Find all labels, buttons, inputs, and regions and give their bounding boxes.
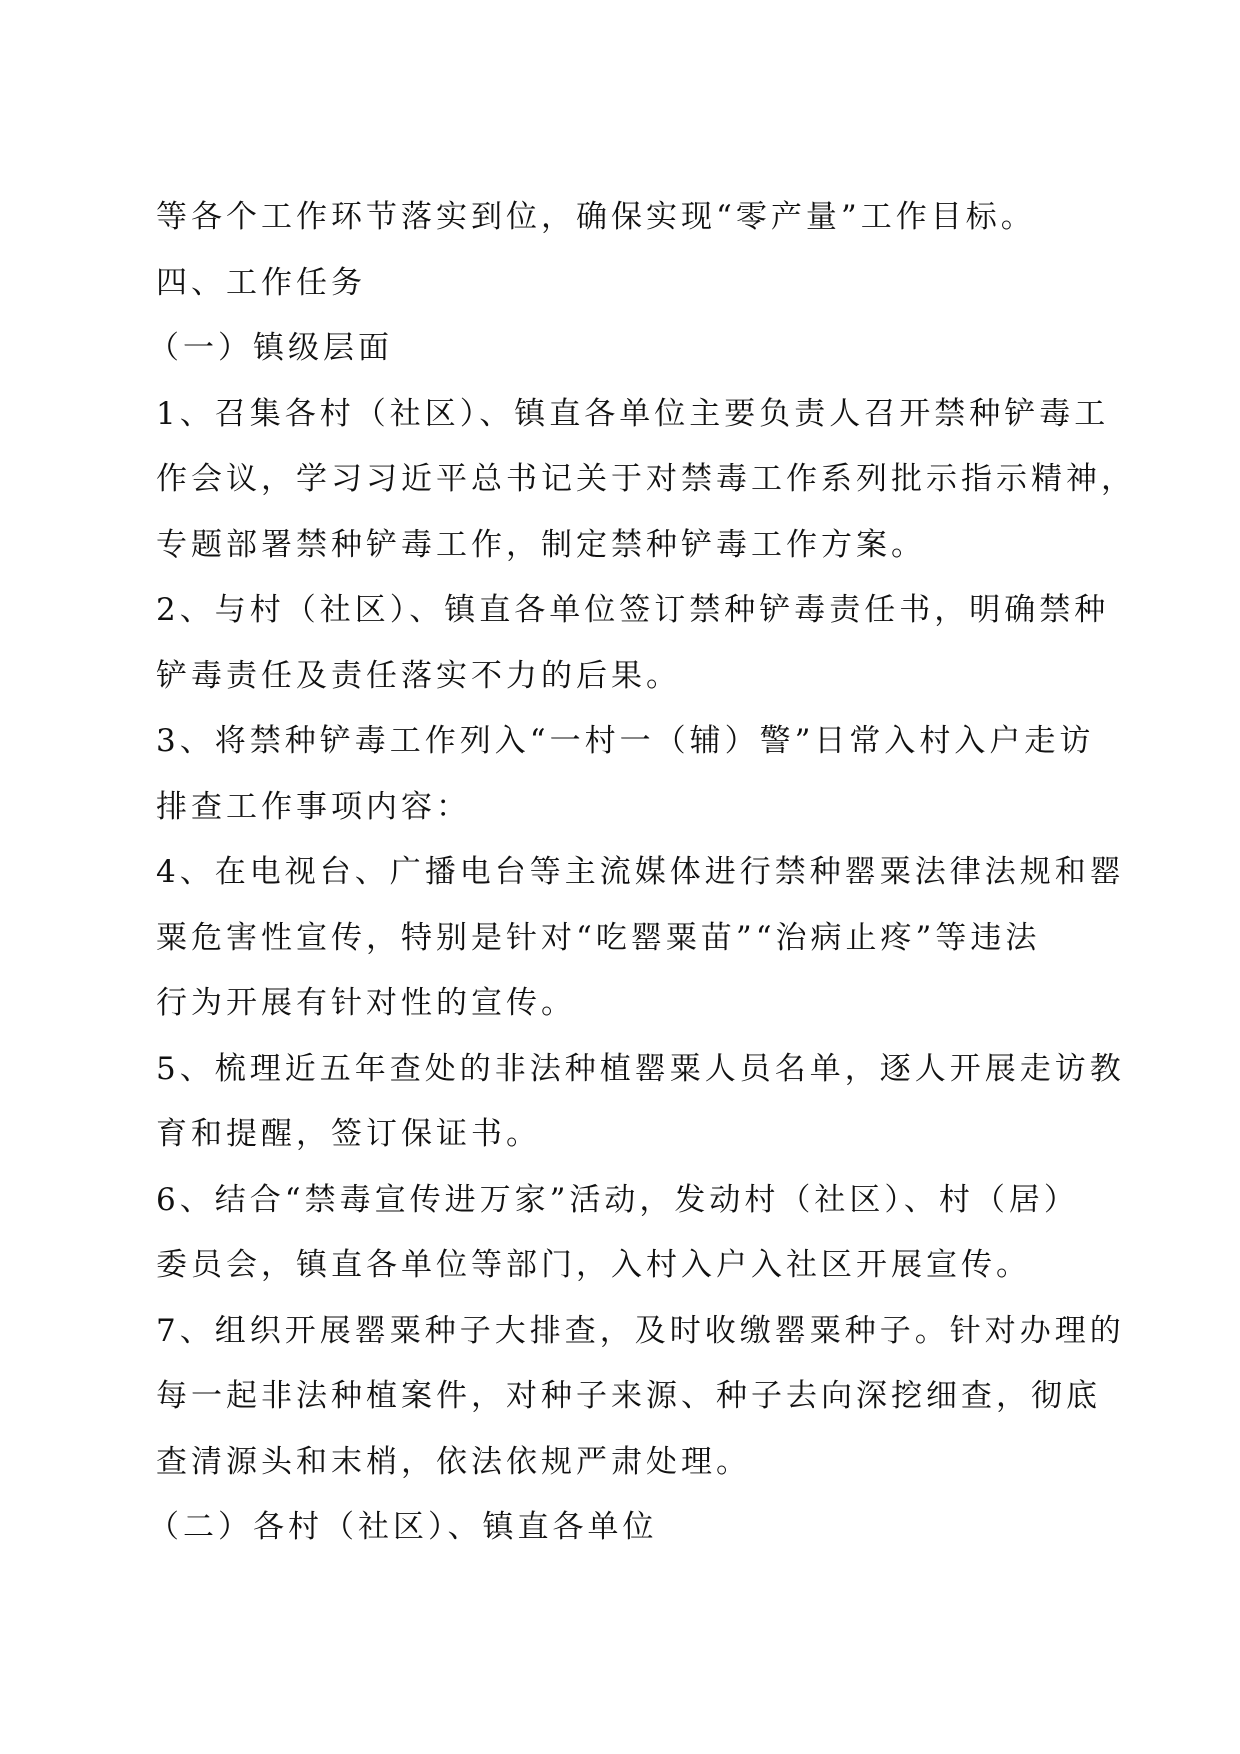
- paragraph-line: 查清源头和末梢，依法依规严肃处理。: [156, 1443, 751, 1480]
- paragraph-line: 6、结合“禁毒宣传进万家”活动，发动村（社区）、村（居）: [156, 1181, 1079, 1218]
- paragraph-line: 2、与村（社区）、镇直各单位签订禁种铲毒责任书，明确禁种: [156, 592, 1110, 628]
- paragraph-line: 铲毒责任及责任落实不力的后果。: [156, 657, 681, 694]
- subsection-heading: （一）镇级层面: [148, 330, 393, 366]
- paragraph-line: 育和提醒，签订保证书。: [156, 1116, 541, 1152]
- paragraph-line: 1、召集各村（社区）、镇直各单位主要负责人召开禁种铲毒工: [156, 395, 1110, 432]
- document-body: [148, 185, 1136, 1561]
- paragraph-line: 等各个工作环节落实到位，确保实现“零产量”工作目标。: [156, 199, 1036, 235]
- paragraph-line: 排查工作事项内容：: [156, 788, 471, 825]
- section-heading: 四、工作任务: [156, 264, 366, 301]
- paragraph-line: 专题部署禁种铲毒工作，制定禁种铲毒工作方案。: [156, 526, 926, 563]
- paragraph-line: 粟危害性宣传，特别是针对“吃罂粟苗”“治病止疼”等违法: [156, 919, 1041, 956]
- paragraph-line: 3、将禁种铲毒工作列入“一村一（辅）警”日常入村入户走访: [156, 723, 1095, 759]
- paragraph-line: 每一起非法种植案件，对种子来源、种子去向深挖细查，彻底: [156, 1378, 1101, 1414]
- paragraph-line: 7、组织开展罂粟种子大排查，及时收缴罂粟种子。针对办理的: [156, 1312, 1125, 1349]
- paragraph-line: 行为开展有针对性的宣传。: [156, 985, 576, 1021]
- paragraph-line: 4、在电视台、广播电台等主流媒体进行禁种罂粟法律法规和罂: [156, 854, 1125, 890]
- paragraph-line: 委员会，镇直各单位等部门，入村入户入社区开展宣传。: [156, 1247, 1031, 1283]
- paragraph-line: 5、梳理近五年查处的非法种植罂粟人员名单，逐人开展走访教: [156, 1050, 1125, 1087]
- paragraph-line: 作会议，学习习近平总书记关于对禁毒工作系列批示指示精神，: [156, 461, 1136, 497]
- subsection-heading: （二）各村（社区）、镇直各单位: [148, 1509, 658, 1545]
